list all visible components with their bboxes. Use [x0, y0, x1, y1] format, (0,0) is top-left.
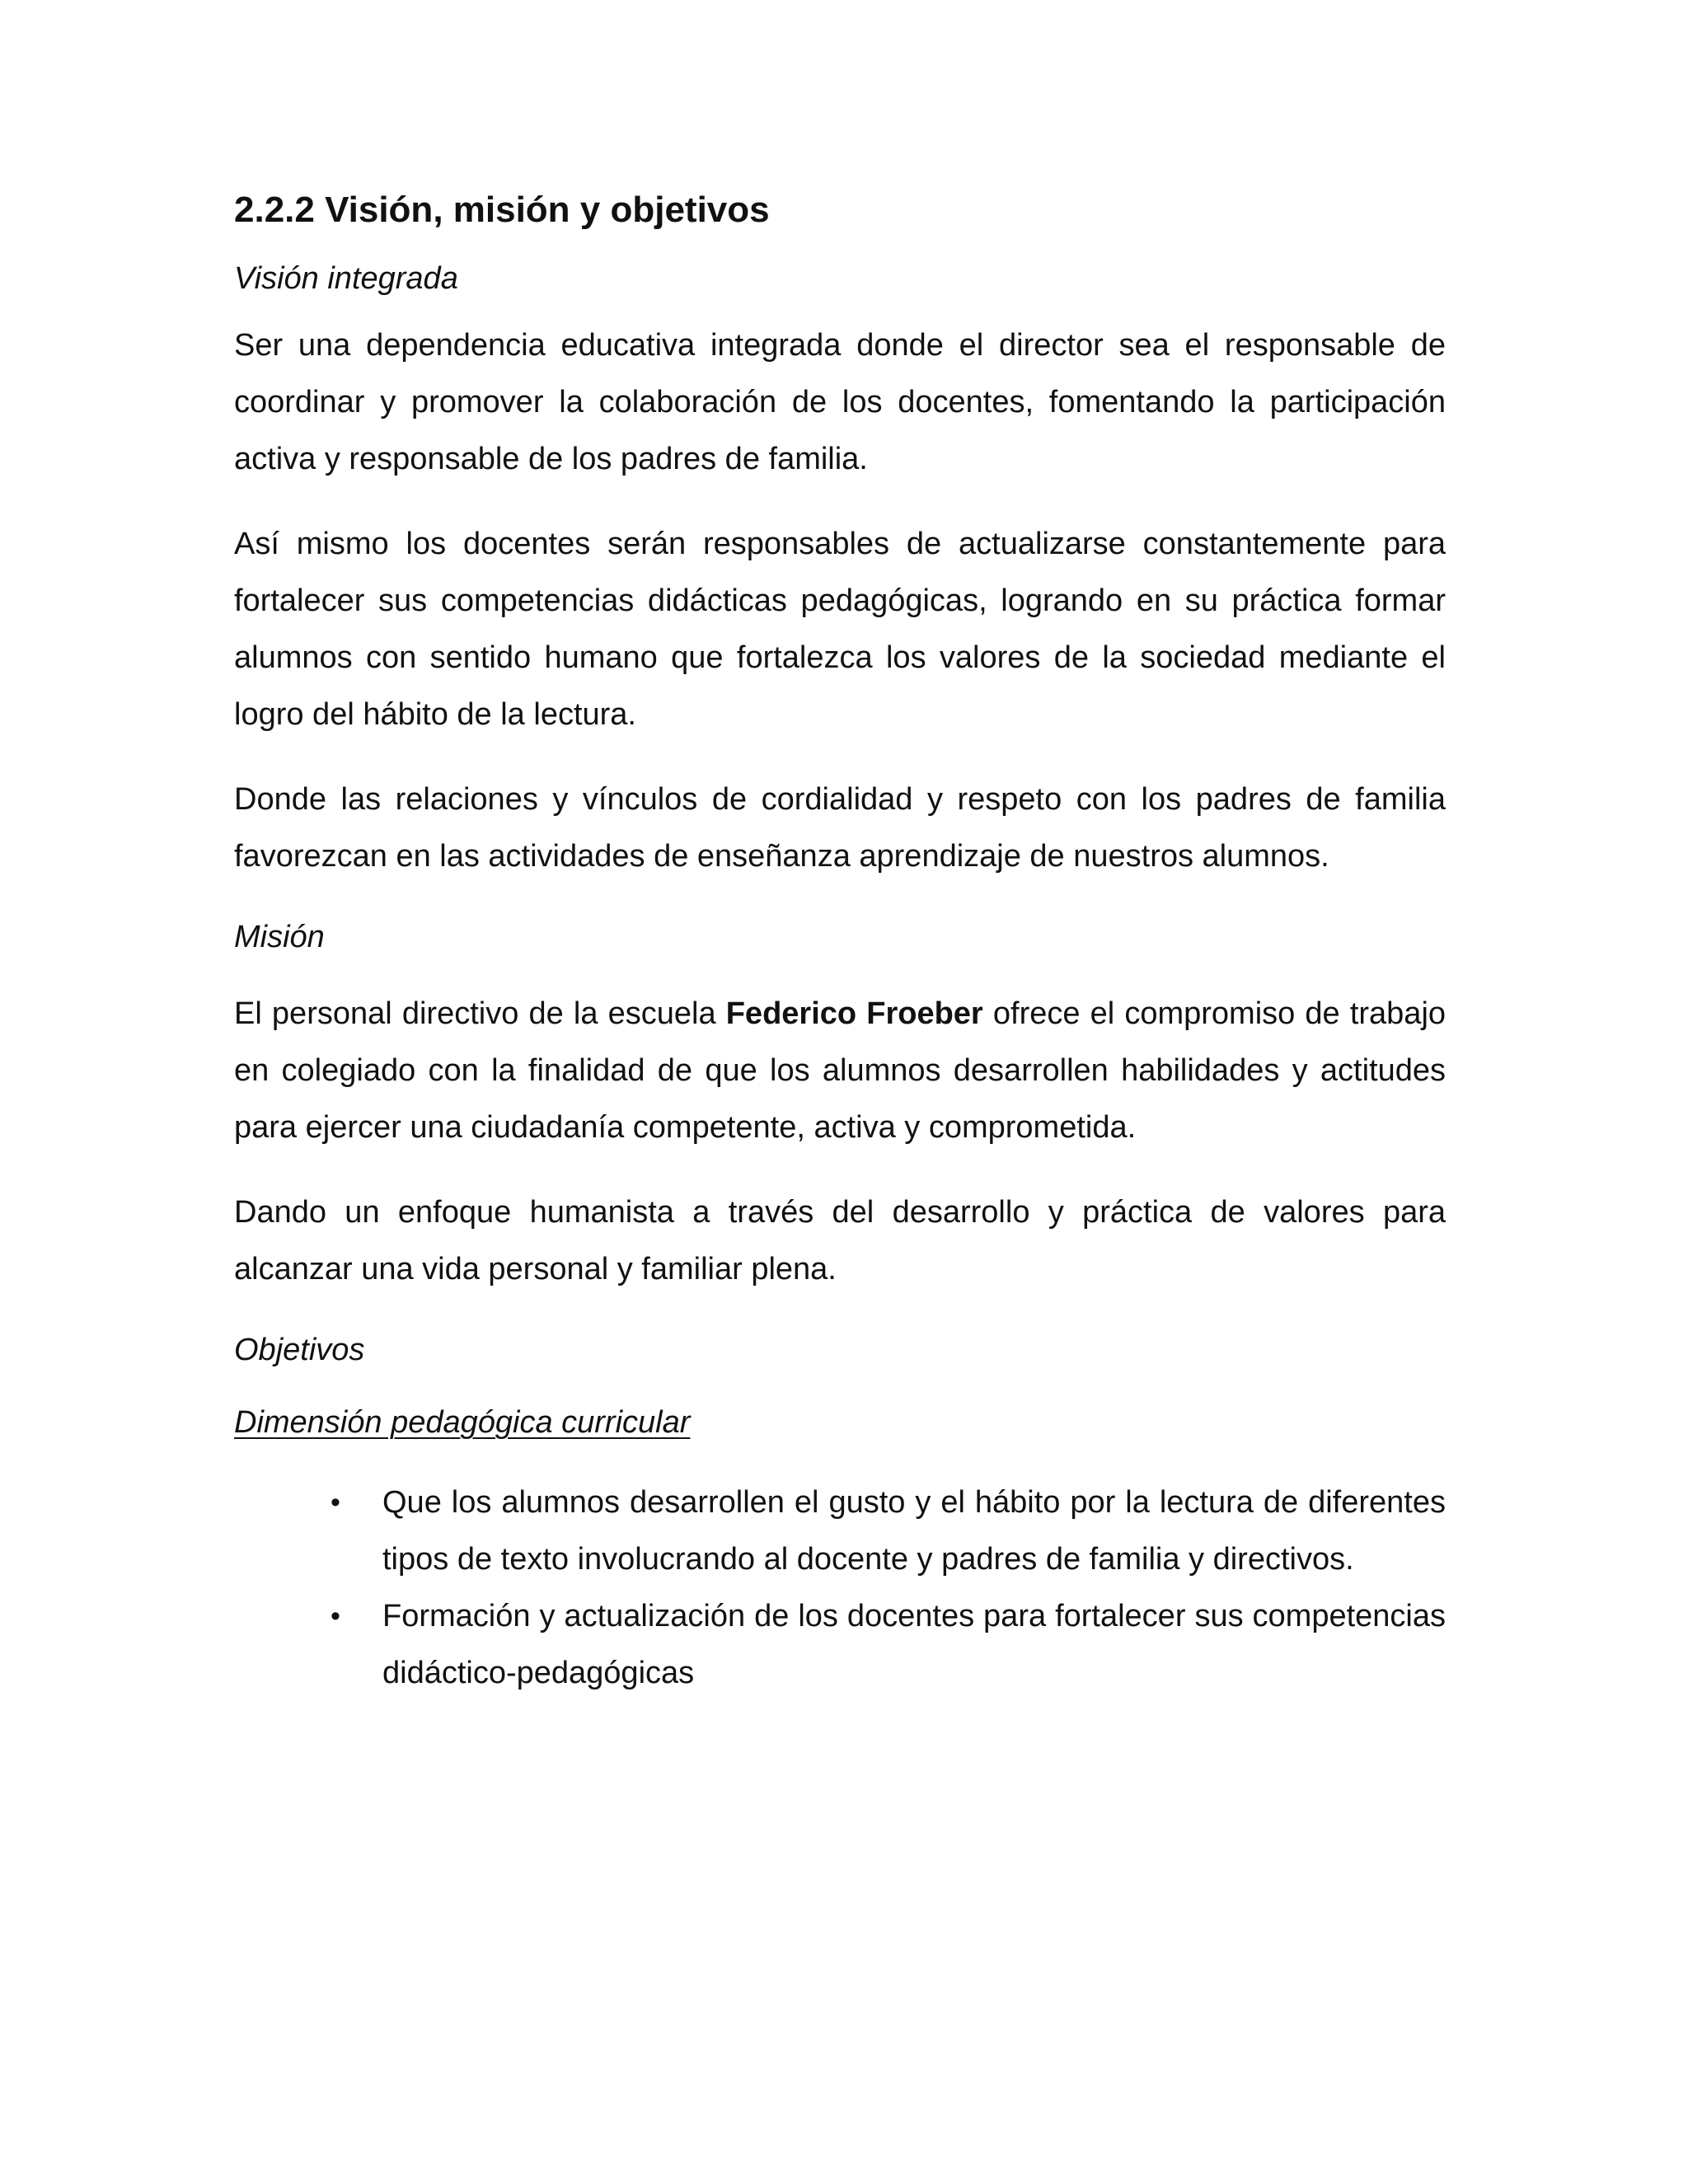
vision-heading: Visión integrada — [234, 261, 458, 296]
list-item — [331, 1588, 1446, 1702]
objective-text-2: Formación y actualización de los docentes para fortalecer sus competencias didáctico-pedagógicas — [382, 1599, 1446, 1690]
page-content — [234, 185, 1446, 1702]
vision-paragraph-1: Ser una dependencia educativa integrada donde el director sea el responsable de coordinar y promover la colaboración de los docentes, fomentando la participación activa y responsable de los padres de familia. — [234, 328, 1446, 476]
objective-text-1: Que los alumnos desarrollen el gusto y el hábito por la lectura de diferentes tipos de texto involucrando al docente y padres de familia y directivos. — [382, 1485, 1446, 1577]
school-name: Federico Froeber — [725, 996, 983, 1031]
bullet-icon: • — [331, 1487, 340, 1518]
dimension-heading: Dimensión pedagógica curricular — [234, 1405, 691, 1440]
objetivos-heading: Objetivos — [234, 1333, 365, 1367]
vision-paragraph-3: Donde las relaciones y vínculos de cordialidad y respeto con los padres de familia favorezcan en las actividades de enseñanza aprendizaje de nuestros alumnos. — [234, 782, 1446, 874]
section-title: 2.2.2 Visión, misión y objetivos — [234, 190, 770, 230]
mision-text-before: El personal directivo de la escuela — [234, 996, 726, 1031]
vision-paragraph-2: Así mismo los docentes serán responsables de actualizarse constantemente para fortalecer sus competencias didácticas pedagógicas, logrando en su práctica formar alumnos con sentido humano que fortalezca los valores de la sociedad mediante el logro del hábito de la lectura. — [234, 527, 1446, 732]
mision-paragraph-2: Dando un enfoque humanista a través del desarrollo y práctica de valores para alcanzar una vida personal y familiar plena. — [234, 1195, 1446, 1286]
bullet-icon: • — [331, 1601, 340, 1632]
mision-paragraph-1 — [234, 986, 1446, 1156]
objectives-list — [234, 1474, 1446, 1702]
mision-heading: Misión — [234, 920, 325, 954]
mision-text-after: ofrece el compromiso de trabajo en colegiado con la finalidad de que los alumnos desarrollen habilidades y actitudes para ejercer una ciudadanía competente, activa y comprometida. — [234, 996, 1447, 1145]
list-item — [331, 1474, 1446, 1588]
